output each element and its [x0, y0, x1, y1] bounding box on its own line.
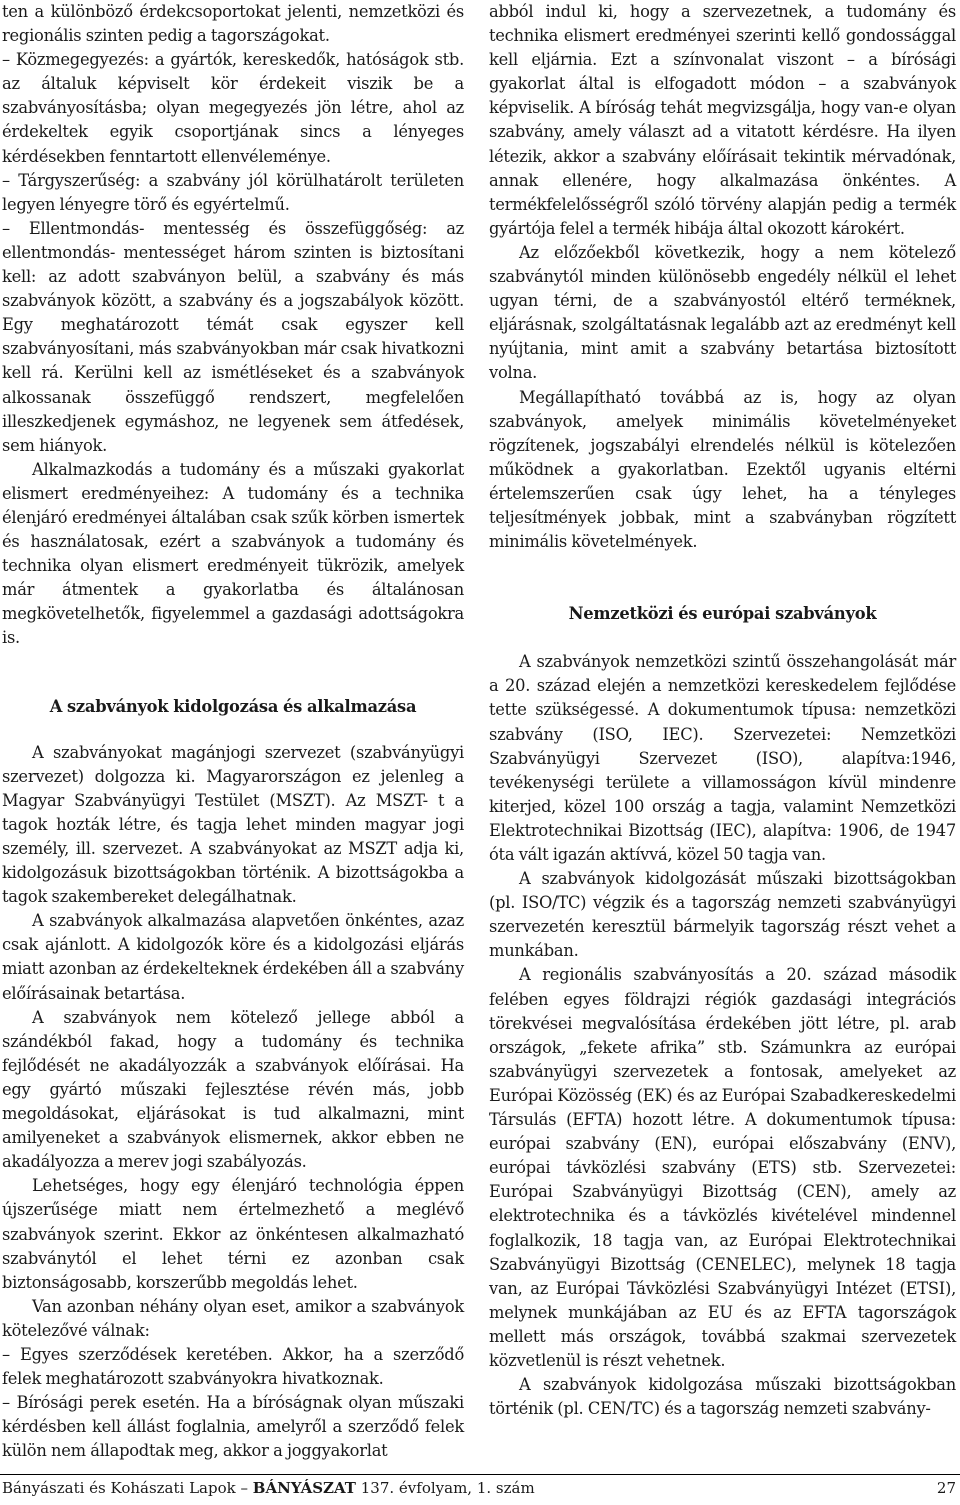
footer-dash: –	[240, 1479, 249, 1497]
paragraph: Lehetséges, hogy egy élenjáró technológia éppen újszerűsége miatt nem értelmezhető a meglévő szabványok szerint. Ekkor az önkéntesen alkalmazható szabványtól el lehet térni ez azonban csak biztonságosabb, korszerűbb megoldás lehet.	[2, 1176, 464, 1292]
paragraph: Megállapítható továbbá az is, hogy az olyan szabványok, amelyek minimális követelményeket rögzítenek, jogszabályi elrendelés nélkül is kötelezően működnek a gyakorlatban. Ezektől ugyanis eltérni értelemszerűen csak úgy lehet, ha a tényleges teljesítmények jobbak, mint a szabványban rögzített minimális követelmények.	[489, 387, 956, 552]
list-item: – Ellentmondás- mentesség és összefüggőség: az ellentmondás- mentességet három szinten is biztosítani kell: az adott szabványon belül, a szabvány és más szabványok között, a szabvány és a jogszabályok között. Egy meghatározott témát csak egyszer kell szabványosítani, más szabványokban már csak hivatkozni kell rá. Kerülni kell az ismétléseket és a szabványok alkossanak összefüggő rendszert, megfelelően illeszkedjenek egymáshoz, ne legyenek sem átfedések, sem hiányok.	[2, 218, 464, 455]
list-item: – Egyes szerződések keretében. Akkor, ha a szerződő felek meghatározott szabványokra hivatkoznak.	[2, 1344, 464, 1389]
left-column	[2, 0, 464, 1463]
section-name: BÁNYÁSZAT	[252, 1479, 356, 1497]
paragraph: A szabványok kidolgozását műszaki bizottságokban (pl. ISO/TC) végzik és a tagország nemzeti szabványügyi szervezetén keresztül bármelyik tagország részt vehet a munkában.	[489, 869, 956, 961]
paragraph: Van azonban néhány olyan eset, amikor a szabványok kötelezővé válnak:	[2, 1296, 464, 1340]
page-footer	[2, 1478, 956, 1498]
section-heading: A szabványok kidolgozása és alkalmazása	[49, 696, 417, 716]
paragraph: ten a különböző érdekcsoportokat jelenti, nemzetközi és regionális szinten pedig a tagországokat.	[2, 2, 464, 46]
issue-info: 137. évfolyam, 1. szám	[360, 1479, 535, 1497]
journal-name: Bányászati és Kohászati Lapok	[2, 1479, 236, 1497]
right-column	[489, 0, 956, 1421]
page-number: 27	[936, 1479, 956, 1497]
paragraph: A szabványok nemzetközi szintű összehangolását már a 20. század elején a nemzetközi kereskedelem fejlődése tette szükségessé. A dokumentumok típusa: nemzetközi szabvány (ISO, IEC). Szervezetei: Nemzetközi Szabványügyi Szervezet (ISO), alapítva:1946, tevékenységi területe a villamosságon kívül mindenre kiterjed, közel 100 ország a tagja, valamint Nemzetközi Elektrotechnikai Bizottság (IEC), alapítva: 1906, de 1947 óta vált igazán aktívvá, közel 50 tagja van.	[489, 652, 956, 864]
footer-divider	[0, 1474, 960, 1475]
paragraph: A szabványok kidolgozása műszaki bizottságokban történik (pl. CEN/TC) és a tagország nemzeti szabvány-	[489, 1375, 956, 1419]
paragraph: A szabványok nem kötelező jellege abból a szándékból fakad, hogy a tudomány és technika fejlődését ne akadályozzák a szabványok előírásai. Ha egy gyártó műszaki fejlesztése révén más, jobb megoldásokat, eljárásokat is tud alkalmazni, mint amilyeneket a szabványok elismernek, akkor ebben ne akadályozza a merev jogi szabályozás.	[2, 1007, 464, 1172]
footer-citation	[2, 1478, 535, 1498]
paragraph: abból indul ki, hogy a szervezetnek, a tudomány és technika elismert eredményei szerinti kellő gondossággal kell eljárnia. Ezt a színvonalat viszont – a bírósági gyakorlat által is elfogadott módon – a szabványok képviselik. A bíróság tehát megvizsgálja, hogy van-e olyan szabvány, amely választ ad a vitatott kérdésre. Ha ilyen létezik, akkor a szabvány előírásait tekintik mérvadónak, annak ellenére, hogy alkalmazása önkéntes. A termékfelelősségről szóló törvény alapján pedig a termék gyártója felel a termék hibája által okozott károkért.	[489, 2, 956, 238]
list-item: – Tárgyszerűség: a szabvány jól körülhatárolt területen legyen lényegre törő és egyértelmű.	[2, 170, 464, 214]
paragraph: Az előzőekből következik, hogy a nem kötelező szabványtól minden különösebb engedély nélkül el lehet ugyan térni, de a szabványostól eltérő terméknek, eljárásnak, szolgáltatásnak legalább azt az eredményt kell nyújtania, mint amit a szabvány betartása biztosított volna.	[489, 242, 956, 383]
paragraph: A szabványok alkalmazása alapvetően önkéntes, azaz csak ajánlott. A kidolgozók köre és a kidolgozási eljárás miatt azonban az érdekelteknek érdekében áll a szabvány előírásainak betartása.	[2, 911, 464, 1003]
section-heading: Nemzetközi és európai szabványok	[568, 604, 877, 624]
list-item: – Bírósági perek esetén. Ha a bíróságnak olyan műszaki kérdésben kell állást foglalnia, amelyről a szerződő felek külön nem állapodtak meg, akkor a joggyakorlat	[2, 1393, 464, 1461]
paragraph: Alkalmazkodás a tudomány és a műszaki gyakorlat elismert eredményeihez: A tudomány és a technika élenjáró eredményei általában csak szűk körben ismertek és használatosak, ezért a szabványok a tudomány és technika olyan elismert eredményeit tükrözik, amelyek már átmentek a gyakorlatba és általánosan megkövetelhetők, figyelemmel a gazdasági adottságokra is.	[2, 459, 464, 648]
list-item: – Közmegegyezés: a gyártók, kereskedők, hatóságok stb. az általuk képviselt kör érdekeit viszik be a szabványosításba; olyan megegyezés jön létre, ahol az érdekeltek egyik csoportjának sincs a lényeges kérdésekben fenntartott ellenvéleménye.	[2, 50, 464, 166]
paragraph: A szabványokat magánjogi szervezet (szabványügyi szervezet) dolgozza ki. Magyarországon ez jelenleg a Magyar Szabványügyi Testület (MSZT). Az MSZT- t a tagok hozták létre, és tagja lehet minden magyar jogi személy, ill. szervezet. A szabványokat az MSZT adja ki, kidolgozásuk bizottságokban történik. A bizottságokba a tagok szakembereket delegálhatnak.	[2, 742, 464, 907]
paragraph: A regionális szabványosítás a 20. század második felében egyes földrajzi régiók gazdasági integrációs törekvései megvalósítása érdekében jött létre, pl. arab országok, „fekete afrika” stb. Számunkra az európai szabványügyi szervezetek a fontosak, amelyeket az Európai Közösség (EK) és az Európai Szabadkereskedelmi Társulás (EFTA) hozott létre. A dokumentumok típusa: európai szabvány (EN), európai előszabvány (ENV), európai távközlési szabvány (ETS) stb. Szervezetei: Európai Szabványügyi Bizottság (CEN), amely az elektrotechnika és a távközlés kivételével mindennel foglalkozik, 18 tagja van, az Európai Elektrotechnikai Szabványügyi Bizottság (CENELEC), melynek 18 tagja van, az Európai Távközlési Szabványügyi Intézet (ETSI), melynek munkájában az EU és az EFTA tagországok mellett más országok, továbbá szakmai szervezetek közvetlenül is részt vehetnek.	[489, 965, 956, 1370]
